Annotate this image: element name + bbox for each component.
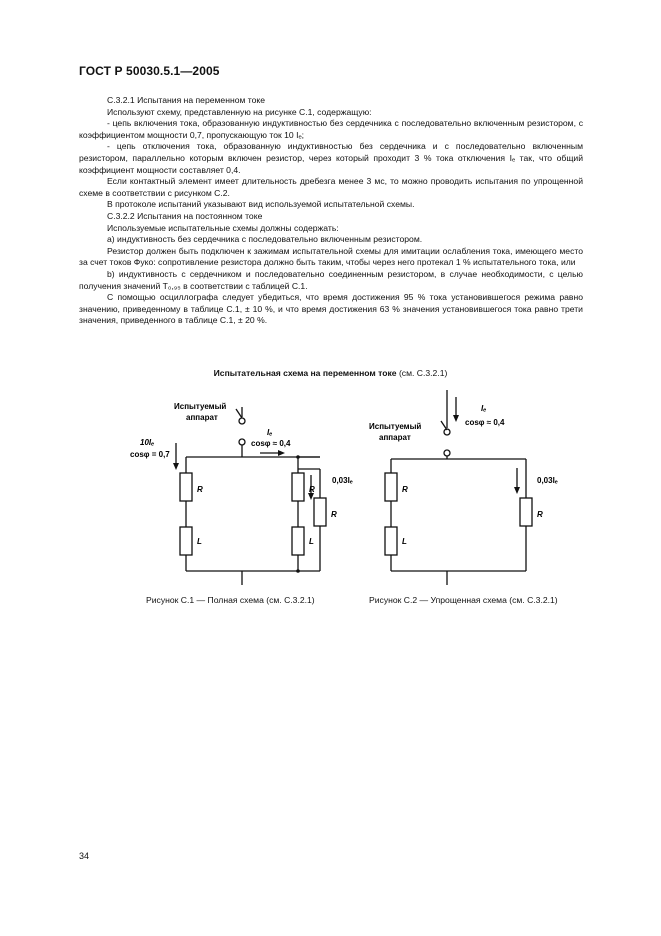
fig1-break-current: Iₑ: [267, 428, 273, 437]
paragraph: Используют схему, представленную на рисунке С.1, содержащую:: [107, 106, 372, 117]
paragraph: b) индуктивность с сердечником и последовательно соединенным резистором, в случае необходимости, с целью получения значений T₀,₉₅ в соответствии с таблицей С.1.: [79, 268, 583, 291]
page-number: 34: [79, 851, 90, 861]
figure-c1-caption: Рисунок С.1 — Полная схема (см. С.3.2.1): [146, 595, 315, 605]
fig1-r-left: R: [197, 485, 203, 494]
paragraph: В протоколе испытаний указывают вид используемой испытательной схемы.: [107, 199, 415, 210]
fig1-make-pf: cosφ = 0,7: [130, 450, 170, 459]
fig1-shunt-current: 0,03Iₑ: [332, 476, 353, 485]
fig2-r-shunt: R: [537, 510, 543, 519]
diagram-title-ref: (см. С.3.2.1): [396, 368, 448, 378]
fig2-l-left: L: [402, 537, 407, 546]
fig2-break-pf: cosφ ≈ 0,4: [465, 418, 505, 427]
fig2-break-current: Iₑ: [481, 404, 487, 413]
fig2-r-left: R: [402, 485, 408, 494]
fig1-make-current: 10Iₑ: [140, 438, 155, 447]
fig1-l-middle: L: [309, 537, 314, 546]
paragraph: С.3.2.2 Испытания на постоянном токе: [107, 210, 263, 221]
figure-c2-caption: Рисунок С.2 — Упрощенная схема (см. С.3.2.1): [369, 595, 558, 605]
figure-c1-circuit: [130, 385, 370, 590]
fig1-break-pf: cosφ ≈ 0,4: [251, 439, 291, 448]
fig2-shunt-current: 0,03Iₑ: [537, 476, 558, 485]
fig1-device-label-1: Испытуемый: [174, 402, 227, 411]
paragraph: Если контактный элемент имеет длительность дребезга менее 3 мс, то можно проводить испытания по упрощенной схеме в соответствии с рисунком С.2.: [79, 176, 583, 198]
fig2-device-label-1: Испытуемый: [369, 422, 422, 431]
paragraph: С.3.2.1 Испытания на переменном токе: [107, 95, 266, 105]
paragraph: a) индуктивность без сердечника с последовательно включенным резистором.: [107, 234, 423, 245]
paragraph: - цепь включения тока, образованную индуктивностью без сердечника с последовательно включенным резистором, с коэффициентом мощности 0,7, пропускающую ток 10 Iₑ;: [79, 118, 583, 140]
figure-c2-circuit: [365, 385, 575, 590]
fig2-device-label-2: аппарат: [379, 433, 411, 442]
paragraph: - цепь отключения тока, образованную индуктивностью без сердечника и с последовательно включенным резистором, параллельно которым включен резистор, через который проходит 3 % тока отключения Iₑ так, что общий коэффициент мощности составляет 0,4.: [79, 141, 583, 175]
paragraph: Резистор должен быть подключен к зажимам испытательной схемы для имитации ослабления тока, имеющего место за счет токов Фуко: сопротивление резистора должно быть таким, чтобы через него протекал 1 % испытательного тока, или: [79, 245, 583, 268]
document-header: ГОСТ Р 50030.5.1—2005: [79, 64, 220, 78]
body-text: [79, 95, 583, 327]
paragraph: С помощью осциллографа следует убедиться, что время достижения 95 % тока установившегося режима равно значению, приведенному в таблице С.1, ± 10 %, и что время достижения 63 % значения установившегося тока равно трети значения, приведенного в таблице С.1, ± 20 %.: [79, 292, 583, 326]
paragraph: Используемые испытательные схемы должны содержать:: [107, 222, 339, 233]
fig1-device-label-2: аппарат: [186, 413, 218, 422]
diagram-title: [0, 368, 661, 378]
fig1-r-shunt: R: [331, 510, 337, 519]
diagram-title-bold: Испытательная схема на переменном токе: [213, 368, 397, 378]
fig1-r-middle: R: [309, 485, 315, 494]
fig1-l-left: L: [197, 537, 202, 546]
